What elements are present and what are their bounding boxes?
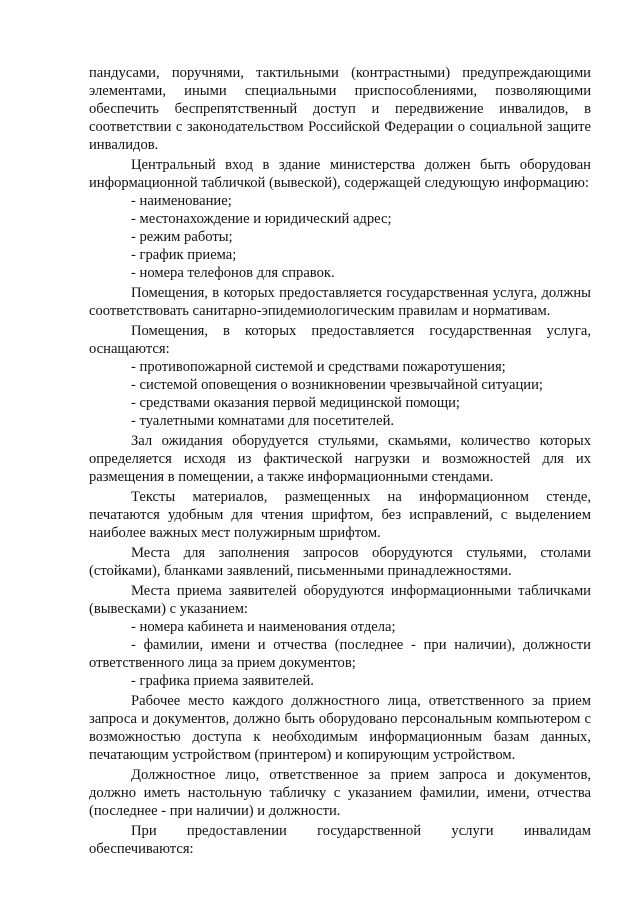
document-body (89, 64, 591, 858)
list-item: - противопожарной системой и средствами пожаротушения; (131, 359, 506, 375)
paragraph-2: Центральный вход в здание министерства должен быть оборудован информационной табличкой (вывеской), содержащей следующую информацию: (89, 157, 591, 191)
list-item: - средствами оказания первой медицинской помощи; (131, 395, 460, 411)
list-item: - местонахождение и юридический адрес; (131, 211, 392, 227)
list-item: - туалетными комнатами для посетителей. (131, 413, 395, 429)
paragraph-7: Места для заполнения запросов оборудуются стульями, столами (стойками), бланками заявлений, письменными принадлежностями. (89, 545, 591, 579)
paragraph-8: Места приема заявителей оборудуются информационными табличками (вывесками) с указанием: (89, 583, 591, 617)
list-item: - график приема; (131, 247, 237, 263)
list-item: - графика приема заявителей. (131, 673, 314, 689)
paragraph-9: Рабочее место каждого должностного лица, ответственного за прием запроса и документов, должно быть оборудовано персональным компьютером с возможностью доступа к необходимым информационным базам данных, печатающим устройством (принтером) и копирующим устройством. (89, 693, 591, 763)
list-item: - номера кабинета и наименования отдела; (131, 619, 396, 635)
list-item: - системой оповещения о возникновении чрезвычайной ситуации; (131, 377, 543, 393)
list-item: - наименование; (131, 193, 232, 209)
list-item: - номера телефонов для справок. (131, 265, 335, 281)
paragraph-4: Помещения, в которых предоставляется государственная услуга, оснащаются: (89, 323, 591, 357)
paragraph-1: пандусами, поручнями, тактильными (контрастными) предупреждающими элементами, иными специальными приспособлениями, позволяющими обеспечить беспрепятственный доступ и передвижение инвалидов, в соответствии с законодательством Российской Федерации о социальной защите инвалидов. (89, 65, 591, 153)
paragraph-6: Тексты материалов, размещенных на информационном стенде, печатаются удобным для чтения шрифтом, без исправлений, с выделением наиболее важных мест полужирным шрифтом. (89, 489, 591, 541)
list-item-long: - фамилии, имени и отчества (последнее - при наличии), должности ответственного лица за прием документов; (89, 637, 591, 671)
paragraph-10: Должностное лицо, ответственное за прием запроса и документов, должно иметь настольную табличку с указанием фамилии, имени, отчества (последнее - при наличии) и должности. (89, 767, 591, 819)
paragraph-3: Помещения, в которых предоставляется государственная услуга, должны соответствовать санитарно-эпидемиологическим правилам и нормативам. (89, 285, 591, 319)
paragraph-11: При предоставлении государственной услуги инвалидам обеспечиваются: (89, 823, 591, 857)
paragraph-5: Зал ожидания оборудуется стульями, скамьями, количество которых определяется исходя из фактической нагрузки и возможностей для их размещения в помещении, а также информационными стендами. (89, 433, 591, 485)
list-item: - режим работы; (131, 229, 233, 245)
